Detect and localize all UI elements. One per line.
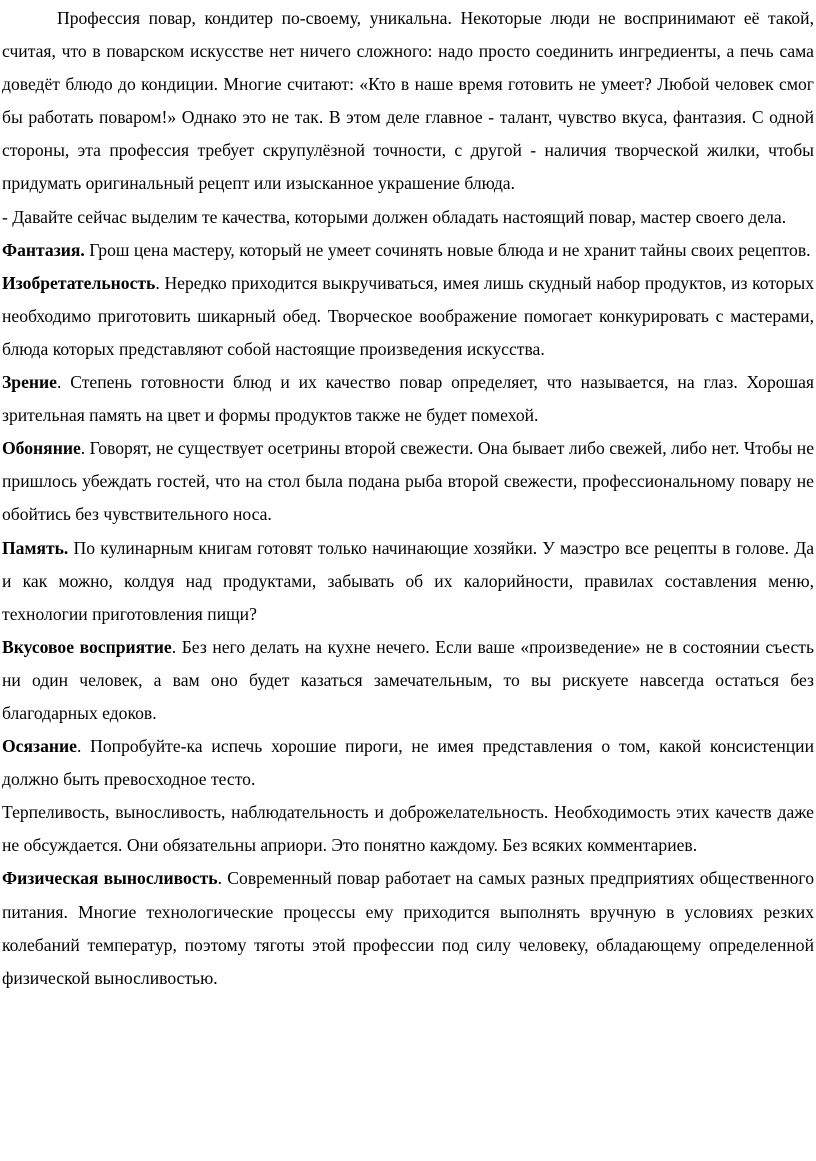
quality-text: . Без него делать на кухне нечего. Если ваше «произведение» не в состоянии съесть ни один человек, а вам оно будет казаться замечательным, то вы рискуете навсегда остаться без благодарных едоков.: [2, 636, 814, 723]
quality-touch: [2, 730, 814, 796]
prompt-paragraph: - Давайте сейчас выделим те качества, которыми должен обладать настоящий повар, мастер своего дела.: [2, 206, 787, 227]
quality-term: Вкусовое восприятие: [2, 636, 172, 657]
quality-stamina: [2, 862, 814, 994]
quality-term: Обоняние: [2, 438, 81, 459]
quality-text: . Говорят, не существует осетрины второй свежести. Она бывает либо свежей, либо нет. Чтобы не пришлось убеждать гостей, что на стол была подана рыба второй свежести, профессиональному повару не обойтись без чувствительного носа.: [2, 438, 814, 525]
patience-paragraph: Терпеливость, выносливость, наблюдательность и доброжелательность. Необходимость этих качеств даже не обсуждается. Они обязательны априори. Это понятно каждому. Без всяких комментариев.: [2, 802, 814, 856]
quality-text: . Степень готовности блюд и их качество повар определяет, что называется, на глаз. Хорошая зрительная память на цвет и формы продуктов также не будет помехой.: [2, 372, 814, 426]
quality-memory: [2, 532, 814, 631]
quality-text: . Современный повар работает на самых разных предприятиях общественного питания. Многие технологические процессы ему приходится выполнять вручную в условиях резких колебаний температур, поэтому тяготы этой профессии под силу человеку, обладающему определенной физической выносливостью.: [2, 868, 815, 988]
quality-vision: [2, 366, 814, 432]
quality-term: Осязание: [2, 736, 77, 757]
quality-taste: [2, 631, 814, 730]
quality-term: Фантазия.: [2, 239, 85, 260]
quality-term: Зрение: [2, 372, 57, 393]
quality-text: Грош цена мастеру, который не умеет сочинять новые блюда и не хранит тайны своих рецептов.: [84, 239, 811, 260]
quality-smell: [2, 432, 814, 531]
quality-term: Изобретательность: [2, 272, 156, 293]
quality-fantasy: [2, 234, 814, 267]
quality-text: . Нередко приходится выкручиваться, имея лишь скудный набор продуктов, из которых необходимо приготовить шикарный обед. Творческое воображение помогает конкурировать с мастерами, блюда которых представляют собой настоящие произведения искусства.: [2, 272, 814, 359]
intro-paragraph: Профессия повар, кондитер по-своему, уникальна. Некоторые люди не воспринимают её такой, считая, что в поварском искусстве нет ничего сложного: надо просто соединить ингредиенты, а печь сама доведёт блюдо до кондиции. Многие считают: «Кто в наше время готовить не умеет? Любой человек смог бы работать поваром!» Однако это не так. В этом деле главное - талант, чувство вкуса, фантазия. С одной стороны, эта профессия требует скрупулёзной точности, с другой - наличия творческой жилки, чтобы придумать оригинальный рецепт или изысканное украшение блюда.: [2, 8, 814, 194]
quality-term: Память.: [2, 537, 69, 558]
quality-text: По кулинарным книгам готовят только начинающие хозяйки. У маэстро все рецепты в голове. Да и как можно, колдуя над продуктами, забывать об их калорийности, правилах составления меню, технологии приготовления пищи?: [2, 537, 814, 624]
quality-ingenuity: [2, 267, 814, 366]
quality-text: . Попробуйте-ка испечь хорошие пироги, не имея представления о том, какой консистенции должно быть превосходное тесто.: [2, 736, 814, 790]
quality-term: Физическая выносливость: [2, 868, 218, 889]
